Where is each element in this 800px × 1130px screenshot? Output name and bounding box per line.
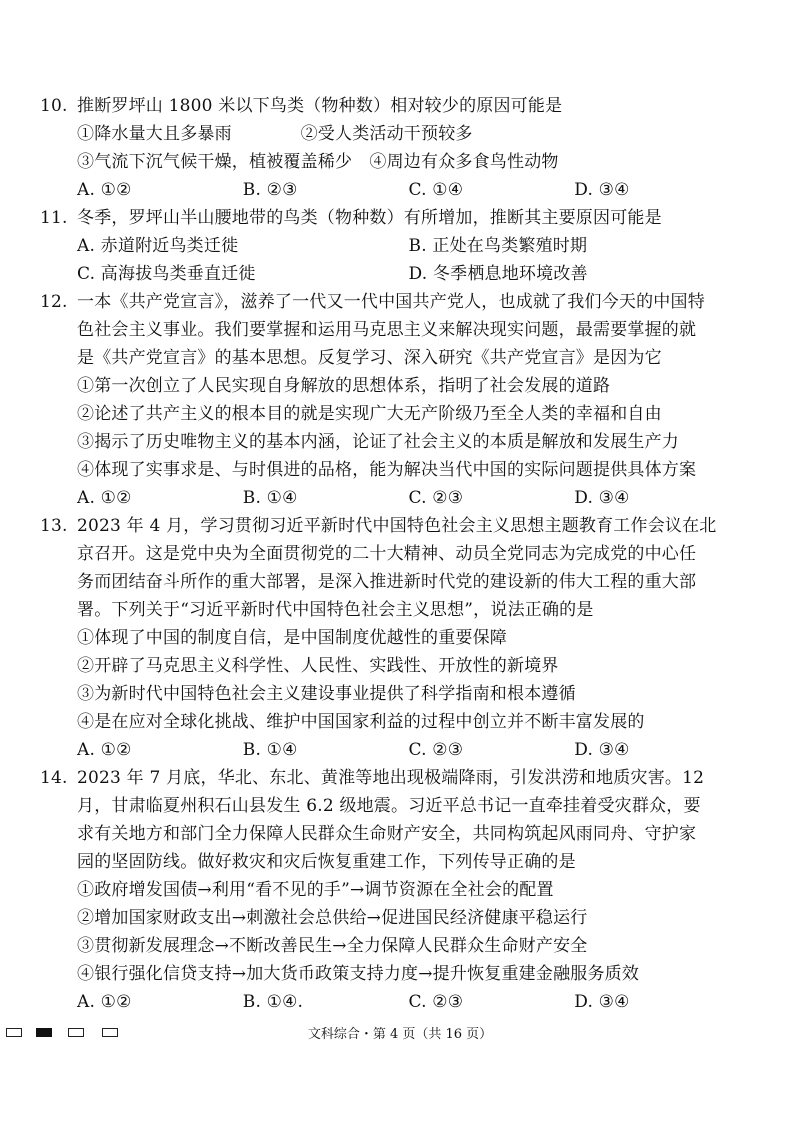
question-number: 12. <box>40 292 68 312</box>
option-d[interactable]: D. ③④ <box>574 992 630 1012</box>
question-stem-line: 京召开。这是党中央为全面贯彻党的二十大精神、动员全党同志为完成党的中心任 <box>77 544 697 564</box>
statement: ③揭示了历史唯物主义的基本内涵，论证了社会主义的本质是解放和发展生产力 <box>77 432 679 452</box>
option-c[interactable]: C. ②③ <box>408 992 464 1012</box>
question-stem: 11. 冬季，罗坪山半山腰地带的鸟类（物种数）有所增加，推断其主要原因可能是 <box>40 204 740 232</box>
question-14 <box>40 764 740 1016</box>
option-c[interactable]: C. 高海拔鸟类垂直迁徙 <box>77 264 256 284</box>
question-stem-line: 求有关地方和部门全力保障人民群众生命财产安全，共同构筑起风雨同舟、守护家 <box>77 824 697 844</box>
option-b[interactable]: B. ②③ <box>242 180 298 200</box>
option-b[interactable]: B. ①④ <box>242 488 298 508</box>
question-stem: 13. 2023 年 4 月，学习贯彻习近平新时代中国特色社会主义思想主题教育工作会议在北 <box>40 512 740 540</box>
question-number: 13. <box>40 516 68 536</box>
options-row <box>40 176 740 204</box>
page-number-text: 文科综合・第 4 页（共 16 页） <box>307 1027 493 1042</box>
question-stem-line: 色社会主义事业。我们要掌握和运用马克思主义来解决现实问题，最需要掌握的就 <box>77 320 697 340</box>
option-c[interactable]: C. ②③ <box>408 740 464 760</box>
question-stem: 14. 2023 年 7 月底，华北、东北、黄淮等地出现极端降雨，引发洪涝和地质灾害。12 <box>40 764 740 792</box>
option-c[interactable]: C. ②③ <box>408 488 464 508</box>
statement: ②论述了共产主义的根本目的就是实现广大无产阶级乃至全人类的幸福和自由 <box>77 404 662 424</box>
statement: ②增加国家财政支出→刺激社会总供给→促进国民经济健康平稳运行 <box>77 908 588 928</box>
options-row <box>40 260 740 288</box>
option-d[interactable]: D. ③④ <box>574 180 630 200</box>
page-footer <box>0 1020 800 1044</box>
option-d[interactable]: D. ③④ <box>574 740 630 760</box>
options-row <box>40 736 740 764</box>
question-11 <box>40 204 740 288</box>
option-d[interactable]: D. ③④ <box>574 488 630 508</box>
question-10 <box>40 92 740 204</box>
question-stem-line: 是《共产党宣言》的基本思想。反复学习、深入研究《共产党宣言》是因为它 <box>77 348 662 368</box>
statement: ①体现了中国的制度自信，是中国制度优越性的重要保障 <box>77 628 507 648</box>
statement: ①政府增发国债→利用“看不见的手”→调节资源在全社会的配置 <box>77 880 554 900</box>
option-a[interactable]: A. ①② <box>77 992 132 1012</box>
question-13 <box>40 512 740 764</box>
options-row <box>40 232 740 260</box>
option-b[interactable]: B. ①④ <box>242 740 298 760</box>
option-a[interactable]: A. ①② <box>77 180 132 200</box>
statement: ④是在应对全球化挑战、维护中国国家利益的过程中创立并不断丰富发展的 <box>77 712 645 732</box>
statement: ④体现了实事求是、与时俱进的品格，能为解决当代中国的实际问题提供具体方案 <box>77 460 697 480</box>
statement: ④银行强化信贷支持→加大货币政策支持力度→提升恢复重建金融服务质效 <box>77 964 640 984</box>
statement: ①第一次创立了人民实现自身解放的思想体系，指明了社会发展的道路 <box>77 376 611 396</box>
question-stem-line: 园的坚固防线。做好救灾和灾后恢复重建工作，下列传导正确的是 <box>77 852 576 872</box>
option-a[interactable]: A. ①② <box>77 740 132 760</box>
statement: ①降水量大且多暴雨 ②受人类活动干预较多 <box>77 124 473 144</box>
question-stem-line: 务而团结奋斗所作的重大部署，是深入推进新时代党的建设新的伟大工程的重大部 <box>77 572 697 592</box>
option-d[interactable]: D. 冬季栖息地环境改善 <box>408 264 588 284</box>
option-c[interactable]: C. ①④ <box>408 180 464 200</box>
option-a[interactable]: A. ①② <box>77 488 132 508</box>
option-b[interactable]: B. ①④. <box>242 992 304 1012</box>
options-row <box>40 988 740 1016</box>
question-12 <box>40 288 740 512</box>
question-number: 10. <box>40 96 68 116</box>
statement: ③为新时代中国特色社会主义建设事业提供了科学指南和根本遵循 <box>77 684 576 704</box>
statement: ③贯彻新发展理念→不断改善民生→全力保障人民群众生命财产安全 <box>77 936 588 956</box>
question-stem-line: 署。下列关于“习近平新时代中国特色社会主义思想”，说法正确的是 <box>77 600 594 620</box>
options-row <box>40 484 740 512</box>
statement: ②开辟了马克思主义科学性、人民性、实践性、开放性的新境界 <box>77 656 559 676</box>
question-stem: 12. 一本《共产党宣言》，滋养了一代又一代中国共产党人，也成就了我们今天的中国特 <box>40 288 740 316</box>
question-stem: 10. 推断罗坪山 1800 米以下鸟类（物种数）相对较少的原因可能是 <box>40 92 740 120</box>
statement: ③气流下沉气候干燥，植被覆盖稀少 ④周边有众多食鸟性动物 <box>77 152 559 172</box>
option-a[interactable]: A. 赤道附近鸟类迁徙 <box>77 236 239 256</box>
question-stem-line: 月，甘肃临夏州积石山县发生 6.2 级地震。习近平总书记一直牵挂着受灾群众，要 <box>77 796 701 816</box>
question-number: 11. <box>40 208 68 228</box>
option-b[interactable]: B. 正处在鸟类繁殖时期 <box>408 236 588 256</box>
question-number: 14. <box>40 768 68 788</box>
